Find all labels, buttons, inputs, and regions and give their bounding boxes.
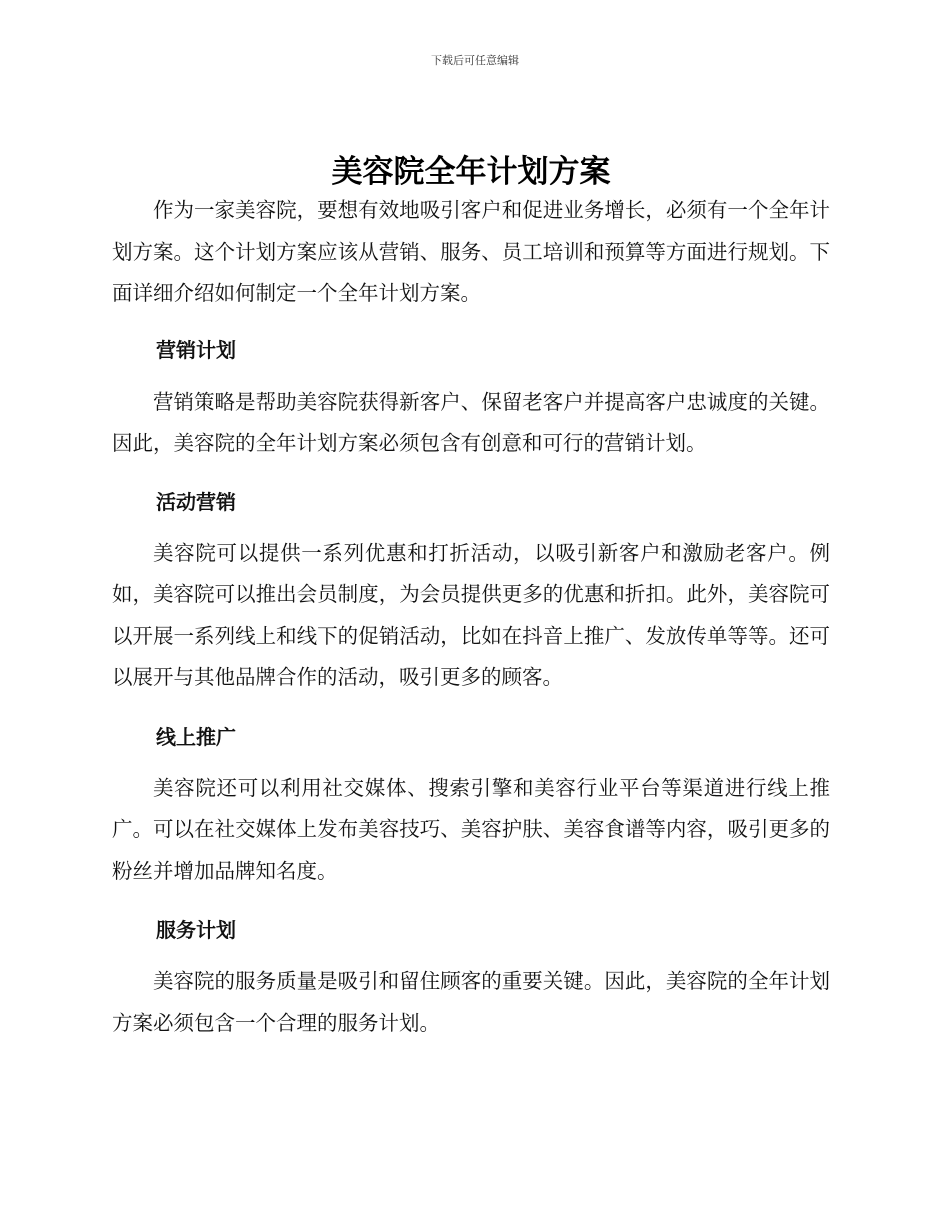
document-title: 美容院全年计划方案 (331, 154, 611, 190)
document-body (112, 148, 830, 1044)
page-header-note: 下载后可任意编辑 (431, 54, 519, 67)
section-heading-online-promotion: 线上推广 (156, 724, 236, 749)
section-body-marketing-plan: 营销策略是帮助美容院获得新客户、保留老客户并提高客户忠诚度的关键。因此，美容院的全年计划方案必须包含有创意和可行的营销计划。 (112, 389, 830, 455)
section-heading-service-plan: 服务计划 (156, 918, 236, 942)
section-body-event-marketing: 美容院可以提供一系列优惠和打折活动，以吸引新客户和激励老客户。例如，美容院可以推出会员制度，为会员提供更多的优惠和折扣。此外，美容院可以开展一系列线上和线下的促销活动，比如在抖音上推广、发放传单等等。还可以展开与其他品牌合作的活动，吸引更多的顾客。 (112, 540, 830, 689)
section-body-online-promotion: 美容院还可以利用社交媒体、搜索引擎和美容行业平台等渠道进行线上推广。可以在社交媒体上发布美容技巧、美容护肤、美容食谱等内容，吸引更多的粉丝并增加品牌知名度。 (112, 775, 830, 883)
intro-paragraph: 作为一家美容院，要想有效地吸引客户和促进业务增长，必须有一个全年计划方案。这个计划方案应该从营销、服务、员工培训和预算等方面进行规划。下面详细介绍如何制定一个全年计划方案。 (112, 198, 830, 305)
section-body-service-plan: 美容院的服务质量是吸引和留住顾客的重要关键。因此，美容院的全年计划方案必须包含一个合理的服务计划。 (112, 969, 830, 1035)
section-heading-event-marketing: 活动营销 (156, 489, 236, 514)
section-heading-marketing-plan: 营销计划 (156, 337, 236, 362)
